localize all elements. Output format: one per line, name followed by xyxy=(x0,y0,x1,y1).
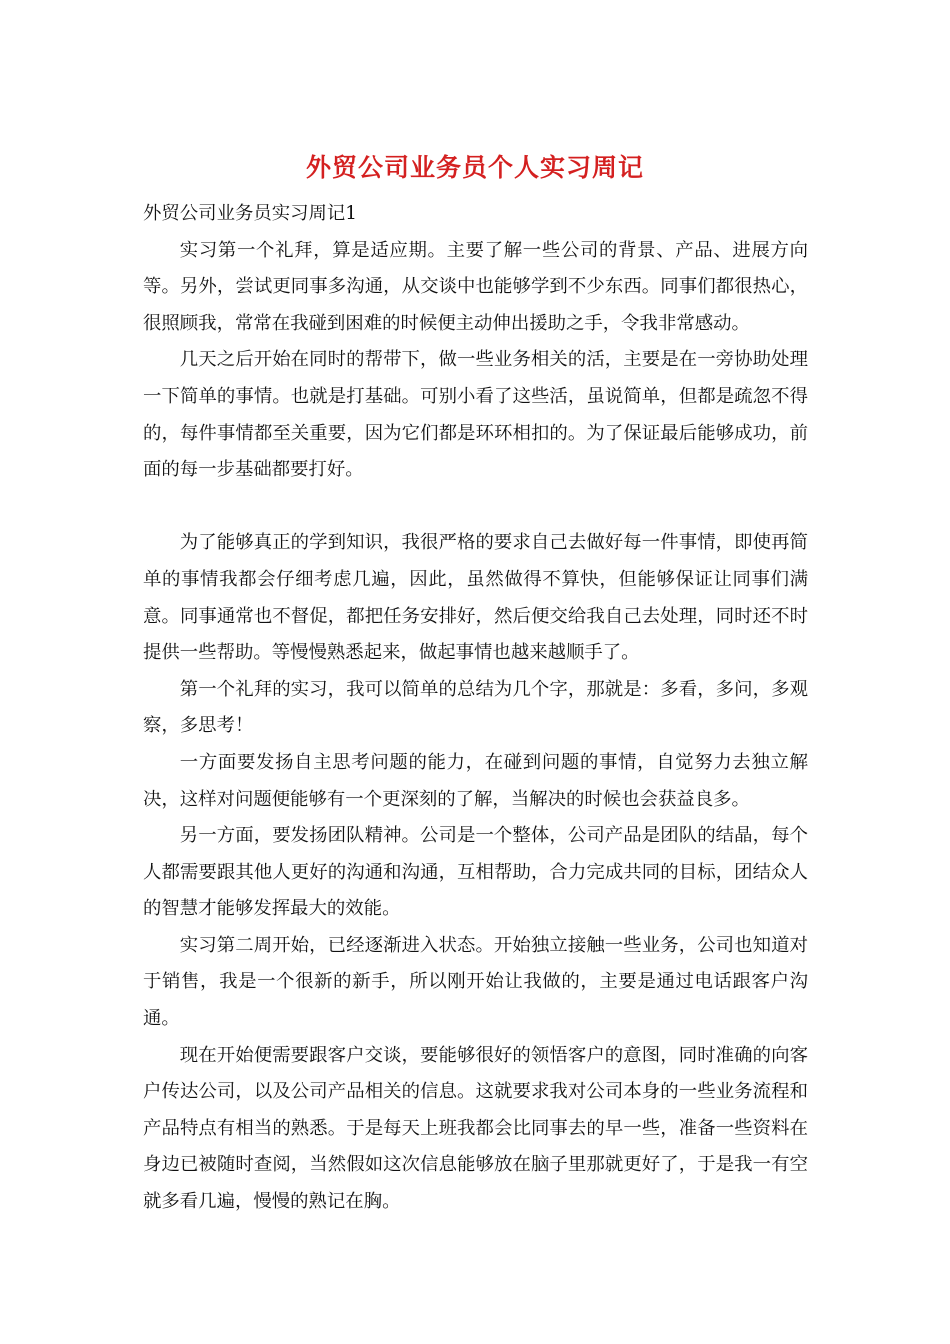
document-body xyxy=(143,196,808,1221)
paragraph-7: 实习第二周开始，已经逐渐进入状态。开始独立接触一些业务，公司也知道对于销售，我是一个很新的新手，所以刚开始让我做的，主要是通过电话跟客户沟通。 xyxy=(143,934,808,1030)
paragraph-8: 现在开始便需要跟客户交谈，要能够很好的领悟客户的意图，同时准确的向客户传达公司，以及公司产品相关的信息。这就要求我对公司本身的一些业务流程和产品特点有相当的熟悉。于是每天上班我都会比同事去的早一些，准备一些资料在身边已被随时查阅，当然假如这次信息能够放在脑子里那就更好了，于是我一有空就多看几遍，慢慢的熟记在胸。 xyxy=(143,1044,808,1213)
paragraph-4: 第一个礼拜的实习，我可以简单的总结为几个字，那就是：多看，多问，多观察，多思考！ xyxy=(143,678,808,737)
paragraph-2: 几天之后开始在同时的帮带下，做一些业务相关的活，主要是在一旁协助处理一下简单的事情。也就是打基础。可别小看了这些活，虽说简单，但都是疏忽不得的，每件事情都至关重要，因为它们都是环环相扣的。为了保证最后能够成功，前面的每一步基础都要打好。 xyxy=(143,349,808,481)
document-title: 外贸公司业务员个人实习周记 xyxy=(305,153,644,182)
section-heading: 外贸公司业务员实习周记1 xyxy=(143,203,357,224)
paragraph-6: 另一方面，要发扬团队精神。公司是一个整体，公司产品是团队的结晶，每个人都需要跟其他人更好的沟通和沟通，互相帮助，合力完成共同的目标，团结众人的智慧才能够发挥最大的效能。 xyxy=(143,825,808,920)
paragraph-3: 为了能够真正的学到知识，我很严格的要求自己去做好每一件事情，即使再简单的事情我都会仔细考虑几遍，因此，虽然做得不算快，但能够保证让同事们满意。同事通常也不督促，都把任务安排好，然后便交给我自己去处理，同时还不时提供一些帮助。等慢慢熟悉起来，做起事情也越来越顺手了。 xyxy=(143,532,808,664)
paragraph-1: 实习第一个礼拜，算是适应期。主要了解一些公司的背景、产品、进展方向等。另外，尝试更同事多沟通，从交谈中也能够学到不少东西。同事们都很热心，很照顾我，常常在我碰到困难的时候便主动伸出援助之手，令我非常感动。 xyxy=(143,239,808,334)
paragraph-spacer xyxy=(143,489,808,526)
paragraph-5: 一方面要发扬自主思考问题的能力，在碰到问题的事情，自觉努力去独立解决，这样对问题便能够有一个更深刻的了解，当解决的时候也会获益良多。 xyxy=(143,751,808,810)
